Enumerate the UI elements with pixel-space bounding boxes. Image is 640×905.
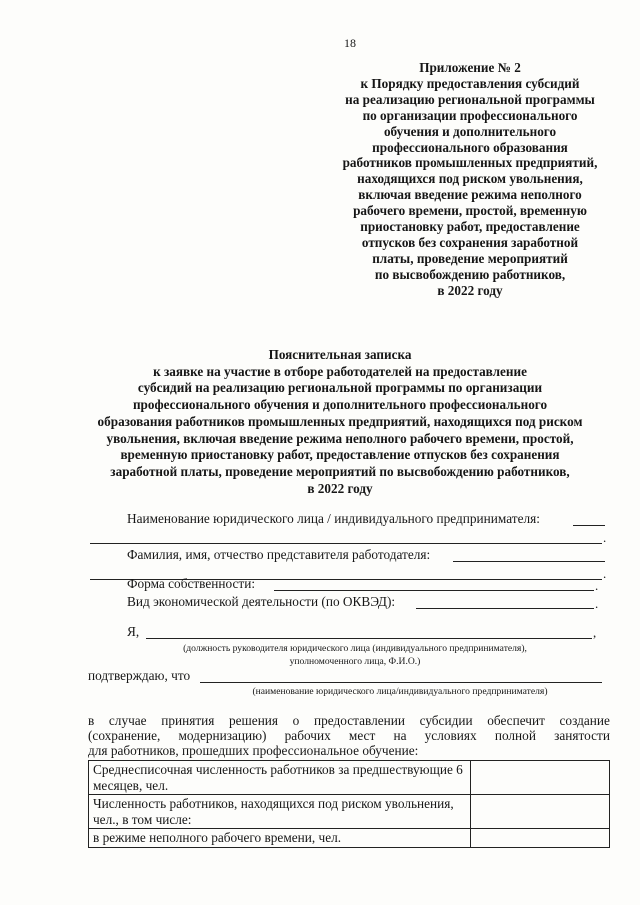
- legal-name-field-continued[interactable]: [90, 530, 602, 544]
- appendix-line: работников промышленных предприятий,: [342, 155, 598, 171]
- position-hint-line-1: (должность руководителя юридического лица (индивидуального предпринимателя),: [183, 643, 527, 654]
- period: .: [603, 566, 607, 581]
- appendix-line: к Порядку предоставления субсидий: [360, 75, 580, 91]
- heading-title: Пояснительная записка: [268, 347, 412, 362]
- row-value-cell[interactable]: [471, 829, 610, 848]
- okved-label: Вид экономической деятельности (по ОКВЭД):: [127, 594, 396, 609]
- heading-line: увольнения, включая введение режима неполного рабочего времени, простой,: [106, 430, 574, 446]
- appendix-line: Приложение № 2: [419, 60, 521, 75]
- word: создание: [559, 713, 610, 728]
- position-hint-line-2: уполномоченного лица, Ф.И.О.): [289, 656, 421, 667]
- paragraph-line-3: для работников, прошедших профессиональное обучение:: [88, 743, 419, 759]
- appendix-line: профессионального образования: [372, 139, 568, 155]
- appendix-line: рабочего времени, простой, временную: [353, 203, 587, 219]
- heading-line: к заявке на участие в отборе работодателей на предоставление: [153, 363, 527, 379]
- appendix-line: платы, проведение мероприятий: [372, 250, 568, 266]
- appendix-line: приостановку работ, предоставление: [360, 219, 580, 235]
- okved-field[interactable]: [416, 595, 594, 609]
- appendix-line: включая введение режима неполного: [358, 187, 582, 203]
- heading-line: профессионального обучения и дополнительного профессионального: [132, 397, 548, 413]
- paragraph-line-2: [88, 728, 610, 743]
- heading-line: временную приостановку работ, предоставление отпусков без сохранения: [120, 447, 560, 463]
- appendix-line: по высвобождению работников,: [374, 266, 566, 282]
- period: .: [595, 596, 599, 611]
- row-label: Среднесписочная численность работников за предшествующие 6 месяцев, чел.: [89, 761, 471, 795]
- legal-name-label: Наименование юридического лица / индивидуального предпринимателя:: [127, 511, 540, 526]
- table-row: [89, 761, 610, 795]
- heading-line: субсидий на реализацию региональной программы по организации: [137, 380, 543, 396]
- subsidy-paragraph: [88, 713, 610, 759]
- appendix-line: на реализацию региональной программы: [345, 91, 595, 107]
- word: на: [393, 728, 407, 744]
- word: обеспечит: [487, 713, 545, 728]
- heading-line: в 2022 году: [307, 480, 373, 496]
- position-field[interactable]: [146, 625, 592, 639]
- word: (сохранение,: [88, 728, 161, 744]
- word: предоставлении: [313, 713, 405, 728]
- word: принятия: [161, 713, 215, 728]
- legal-name-field[interactable]: [573, 512, 605, 526]
- word: рабочих: [284, 728, 331, 744]
- workers-table: [88, 760, 610, 848]
- period: .: [595, 578, 599, 593]
- word: условиях: [424, 728, 477, 744]
- word: субсидии: [419, 713, 473, 728]
- table-row: [89, 829, 610, 848]
- paragraph-line-1: [88, 713, 610, 728]
- row-value-cell[interactable]: [471, 761, 610, 795]
- rep-name-field[interactable]: [453, 548, 605, 562]
- table-row: [89, 795, 610, 829]
- period: .: [603, 530, 607, 545]
- entity-field[interactable]: [200, 669, 602, 683]
- appendix-line: обучения и дополнительного: [383, 123, 557, 139]
- word: о: [292, 713, 300, 728]
- document-heading: [60, 347, 620, 497]
- comma: ,: [593, 625, 597, 640]
- page-number: 18: [344, 36, 356, 50]
- word: случае: [108, 713, 147, 728]
- row-value-cell[interactable]: [471, 795, 610, 829]
- row-label: в режиме неполного рабочего времени, чел.: [89, 829, 471, 848]
- word: мест: [348, 728, 376, 744]
- ownership-label: Форма собственности:: [127, 576, 256, 591]
- appendix-line: находящихся под риском увольнения,: [357, 171, 583, 187]
- word: модернизацию): [178, 728, 267, 744]
- heading-line: заработной платы, проведение мероприятий по высвобождению работников,: [110, 463, 570, 479]
- appendix-line: в 2022 году: [437, 282, 503, 298]
- ownership-field[interactable]: [274, 577, 594, 591]
- appendix-line: по организации профессионального: [362, 107, 578, 123]
- entity-hint: (наименование юридического лица/индивидуального предпринимателя): [252, 686, 548, 697]
- confirm-label: подтверждаю, что: [88, 668, 191, 683]
- heading-line: образования работников промышленных предприятий, находящихся под риском: [97, 413, 583, 429]
- word: решения: [229, 713, 279, 728]
- word: полной: [494, 728, 536, 744]
- appendix-header: [300, 60, 640, 299]
- appendix-line: отпусков без сохранения заработной: [361, 234, 579, 250]
- word: занятости: [554, 728, 610, 744]
- word: в: [88, 713, 95, 728]
- ya-label: Я,: [127, 624, 140, 639]
- rep-name-label: Фамилия, имя, отчество представителя работодателя:: [127, 547, 431, 562]
- row-label: Численность работников, находящихся под риском увольнения, чел., в том числе:: [89, 795, 471, 829]
